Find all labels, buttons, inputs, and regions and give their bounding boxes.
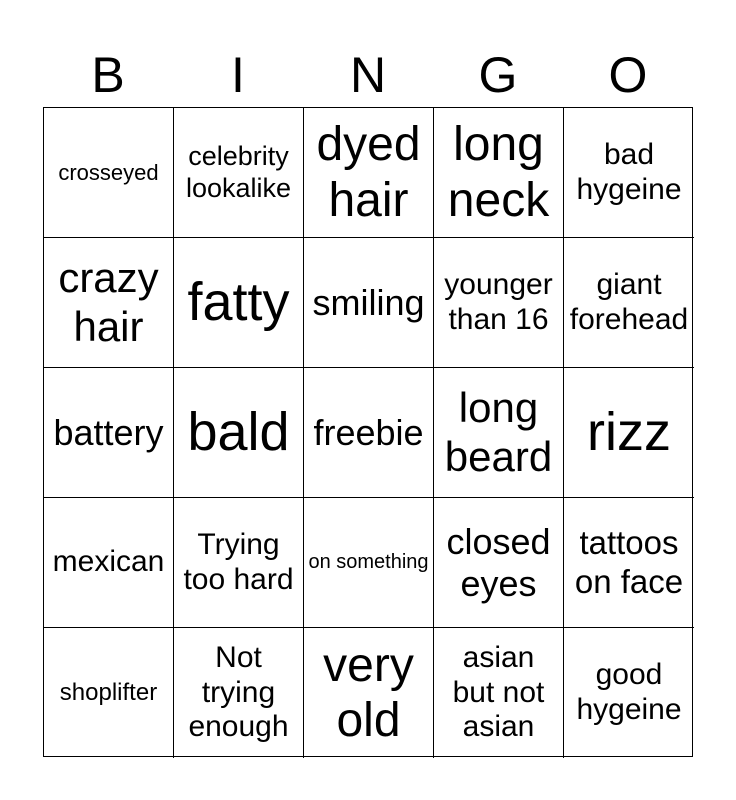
bingo-cell[interactable]: very old	[304, 628, 434, 758]
bingo-cell[interactable]: dyed hair	[304, 108, 434, 238]
bingo-cell[interactable]: crazy hair	[44, 238, 174, 368]
bingo-cell[interactable]: asian but not asian	[434, 628, 564, 758]
bingo-cell[interactable]: bad hygeine	[564, 108, 694, 238]
bingo-header	[43, 45, 693, 105]
bingo-cell[interactable]: giant forehead	[564, 238, 694, 368]
bingo-cell[interactable]: long beard	[434, 368, 564, 498]
bingo-cell[interactable]: battery	[44, 368, 174, 498]
header-letter-g: G	[478, 47, 518, 103]
bingo-cell[interactable]: closed eyes	[434, 498, 564, 628]
header-letter-i: I	[231, 47, 245, 103]
bingo-cell[interactable]: fatty	[174, 238, 304, 368]
bingo-cell[interactable]: Trying too hard	[174, 498, 304, 628]
bingo-cell[interactable]: good hygeine	[576, 658, 682, 726]
bingo-cell[interactable]: mexican	[44, 498, 174, 628]
bingo-cell[interactable]: freebie	[304, 368, 434, 498]
bingo-cell[interactable]: tattoos on face	[564, 498, 694, 628]
bingo-cell[interactable]: younger than 16	[434, 238, 564, 368]
bingo-cell[interactable]: shoplifter	[44, 628, 174, 758]
bingo-cell[interactable]: on something	[304, 498, 434, 628]
bingo-cell[interactable]: smiling	[304, 238, 434, 368]
bingo-cell[interactable]: long neck	[434, 108, 564, 238]
bingo-cell[interactable]: crosseyed	[44, 108, 174, 238]
bingo-cell[interactable]: rizz	[564, 368, 694, 498]
bingo-cell[interactable]: Not trying enough	[174, 628, 304, 758]
bingo-cell[interactable]: bald	[174, 368, 304, 498]
header-letter-n: N	[349, 47, 387, 103]
header-letter-b: B	[91, 47, 125, 103]
header-letter-o: O	[608, 47, 648, 103]
bingo-board	[43, 107, 693, 757]
bingo-cell[interactable]: celebrity lookalike	[174, 108, 304, 238]
